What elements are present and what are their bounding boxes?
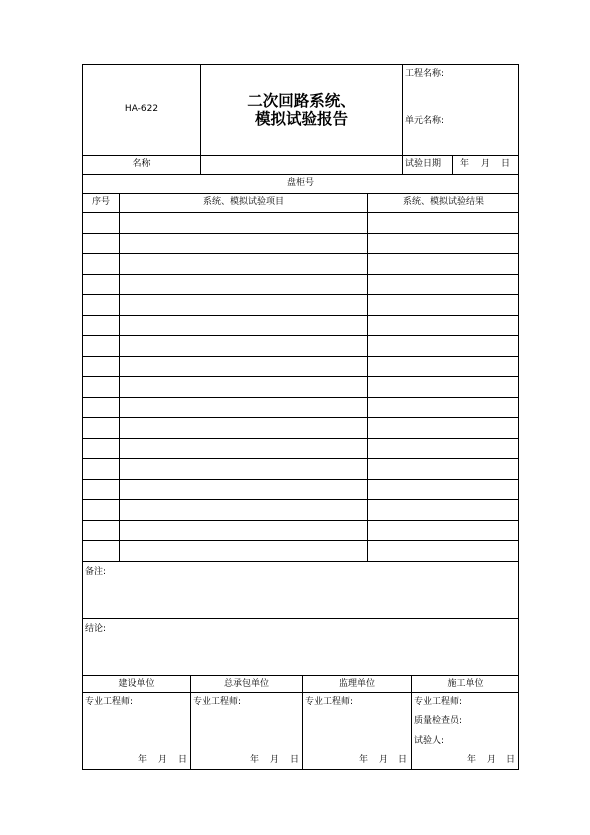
test-date-label: 试验日期	[405, 159, 442, 169]
row-line	[82, 155, 519, 156]
table-col-divider	[367, 193, 368, 561]
row-line	[82, 618, 519, 619]
table-row-line	[82, 315, 519, 316]
date-day: 日	[501, 159, 511, 169]
sig-date-month: 月	[379, 755, 389, 765]
report-title-line1: 二次回路系统、	[247, 92, 356, 110]
sig-unit-general-contractor: 总承包单位	[223, 679, 269, 689]
report-title-line2: 模拟试验报告	[254, 110, 348, 128]
sig-date-year: 年	[138, 755, 148, 765]
table-row-line	[82, 294, 519, 295]
table-row-line	[82, 397, 519, 398]
row-line	[82, 193, 519, 194]
name-label: 名称	[132, 159, 151, 169]
sig-date-day: 日	[398, 755, 408, 765]
sig-date-month: 月	[158, 755, 168, 765]
sig-date-day: 日	[506, 755, 516, 765]
date-month: 月	[481, 159, 491, 169]
table-row-line	[82, 417, 519, 418]
col-header-result: 系统、模拟试验结果	[402, 197, 484, 207]
remarks-label: 备注:	[85, 567, 107, 577]
row-line	[82, 675, 519, 676]
table-row-line	[82, 499, 519, 500]
table-row-line	[82, 335, 519, 336]
sig-unit-supervisor: 监理单位	[338, 679, 375, 689]
unit-name-label: 单元名称:	[405, 116, 445, 126]
sig-unit-owner: 建设单位	[118, 679, 155, 689]
table-row-line	[82, 253, 519, 254]
sig-date-month: 月	[487, 755, 497, 765]
date-divider	[452, 155, 453, 174]
project-name-label: 工程名称:	[405, 69, 445, 79]
sig-date-year: 年	[467, 755, 477, 765]
form-code: HA-622	[124, 104, 159, 114]
table-row-line	[82, 479, 519, 480]
cabinet-label: 盘柜号	[286, 178, 314, 188]
table-row-line	[82, 561, 519, 562]
row-line	[82, 174, 519, 175]
sig-engineer-construction: 专业工程师:	[414, 697, 463, 707]
table-col-divider	[119, 193, 120, 561]
table-row-line	[82, 274, 519, 275]
table-header-line	[82, 212, 519, 213]
table-row-line	[82, 458, 519, 459]
sig-date-day: 日	[178, 755, 188, 765]
table-row-line	[82, 376, 519, 377]
col-header-seq: 序号	[91, 197, 110, 207]
sig-date-year: 年	[359, 755, 369, 765]
sig-date-day: 日	[290, 755, 300, 765]
table-row-line	[82, 438, 519, 439]
date-year: 年	[460, 159, 470, 169]
conclusion-label: 结论:	[85, 624, 107, 634]
row-line	[82, 692, 519, 693]
col-header-item: 系统、模拟试验项目	[202, 197, 284, 207]
sig-date-year: 年	[250, 755, 260, 765]
table-row-line	[82, 540, 519, 541]
sig-engineer-supervisor: 专业工程师:	[305, 697, 354, 707]
sig-quality-inspector: 质量检查员:	[414, 716, 463, 726]
table-row-line	[82, 520, 519, 521]
sig-tester: 试验人:	[414, 736, 445, 746]
header-divider-right	[402, 64, 403, 174]
sig-engineer-general-contractor: 专业工程师:	[193, 697, 242, 707]
table-row-line	[82, 356, 519, 357]
sig-unit-construction: 施工单位	[447, 679, 484, 689]
table-row-line	[82, 233, 519, 234]
sig-date-month: 月	[270, 755, 280, 765]
sig-engineer-owner: 专业工程师:	[85, 697, 134, 707]
